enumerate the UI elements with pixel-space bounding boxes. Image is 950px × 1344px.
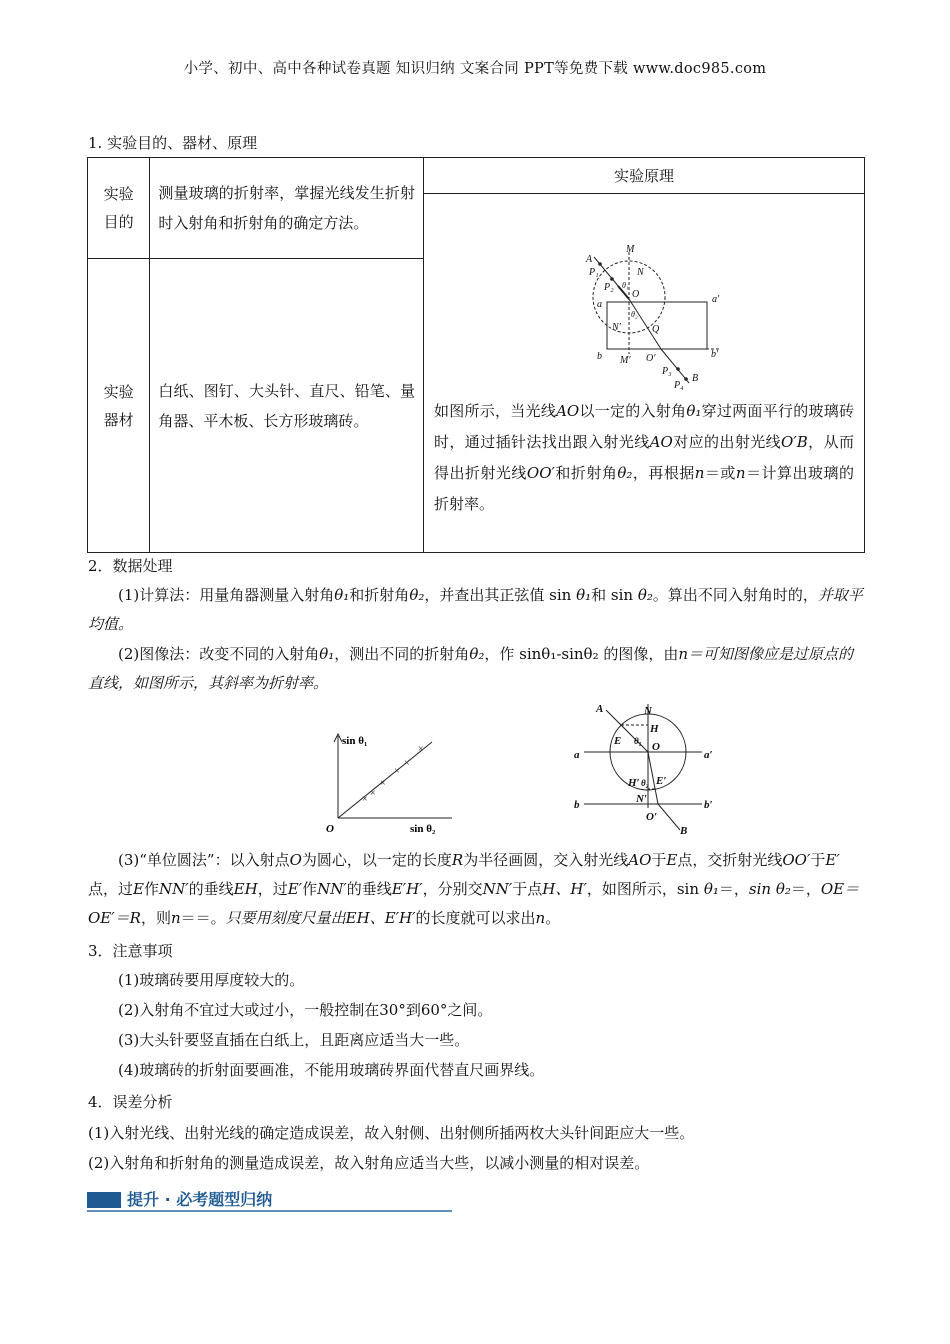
section2-title: 2．数据处理 — [88, 557, 173, 575]
fig1-label: b — [597, 351, 602, 362]
fig3-label: b — [574, 799, 580, 811]
svg-text:×: × — [404, 758, 410, 769]
x-axis-label: sin θ₂ — [410, 823, 436, 835]
fig1-label: N — [637, 267, 644, 278]
note-item: (1)玻璃砖要用厚度较大的。 — [118, 971, 305, 989]
note-item: (4)玻璃砖的折射面要画准，不能用玻璃砖界面代替直尺画界线。 — [118, 1061, 545, 1079]
svg-text:×: × — [380, 778, 386, 789]
svg-text:×: × — [418, 744, 424, 755]
fig3-label: a′ — [704, 749, 713, 761]
fig3-label: N — [644, 705, 652, 717]
principle-cell — [424, 194, 865, 553]
glass-brick-diagram — [434, 202, 854, 392]
fig3-label: E — [614, 735, 622, 747]
unit-circle-paragraph: (3)“单位圆法”：以入射点O为圆心，以一定的长度R为半径画圆，交入射光线AO于E点，交折射光线OO′于E′点，过E作NN′的垂线EH，过E′作NN′的垂线E′H′，分别交NN′于点H、H′，如图所示，sin θ₁＝，sin θ₂＝，OE＝OE′＝R，则n＝＝。只要用刻度尺量出EH、E′H′的长度就可以求出n。 — [88, 851, 860, 927]
fig3-label: H — [650, 723, 659, 735]
y-axis-label: sin θ₁ — [342, 735, 368, 747]
banner-title: 提升 · 必考题型归纳 — [127, 1190, 273, 1209]
fig3-label: A — [596, 703, 604, 715]
fig1-label: B — [692, 373, 699, 384]
fig1-label: M′ — [620, 355, 631, 366]
fig3-label: θ₂ — [641, 778, 649, 788]
section4-title: 4．误差分析 — [88, 1093, 173, 1111]
equipment-label: 实验器材 — [88, 259, 150, 553]
section-banner — [87, 1186, 452, 1214]
purpose-text: 测量玻璃的折射率，掌握光线发生折射时入射角和折射角的确定方法。 — [150, 158, 424, 259]
fig3-label: a — [574, 749, 580, 761]
banner-block — [87, 1192, 121, 1208]
error-item: (1)入射光线、出射光线的确定造成误差，故入射侧、出射侧所插两枚大头针间距应大一些。 — [88, 1124, 695, 1142]
equipment-text: 白纸、图钉、大头针、直尺、铅笔、量角器、平木板、长方形玻璃砖。 — [150, 259, 424, 553]
experiment-table — [87, 157, 865, 553]
fig3-label: θ₁ — [634, 736, 642, 746]
fig3-label: E′ — [656, 775, 667, 787]
section1-title: 1. 实验目的、器材、原理 — [88, 134, 258, 152]
fig1-label: P₃ — [662, 366, 672, 377]
svg-text:×: × — [362, 794, 368, 805]
fig3-label: H′ — [628, 777, 640, 789]
section3-title: 3．注意事项 — [88, 942, 173, 960]
error-item: (2)入射角和折射角的测量造成误差，故入射角应适当大些，以减小测量的相对误差。 — [88, 1154, 650, 1172]
fig1-label: P₂ — [604, 282, 614, 293]
unit-circle-diagram — [570, 698, 720, 838]
note-item: (3)大头针要竖直插在白纸上，且距离应适当大一些。 — [118, 1031, 470, 1049]
ray-OB — [658, 804, 680, 830]
sin-graph — [320, 728, 460, 840]
fig1-label: θ₂ — [631, 310, 638, 319]
fig1-label: O′ — [646, 353, 656, 364]
fig1-label: M — [626, 244, 635, 255]
fig3-label: B — [680, 825, 688, 837]
svg-text:×: × — [394, 766, 400, 777]
fig1-label: O — [632, 289, 640, 300]
note-item: (2)入射角不宜过大或过小，一般控制在30°到60°之间。 — [118, 1001, 493, 1019]
fig3-label: N′ — [636, 793, 648, 805]
graph-method-paragraph: (2)图像法：改变不同的入射角θ₁，测出不同的折射角θ₂，作 sinθ₁-sinθ₂ 的图像，由n＝可知图像应是过原点的直线，如图所示，其斜率为折射率。 — [88, 645, 854, 692]
fig1-label: θ₁ — [622, 281, 629, 290]
data-points — [362, 744, 424, 805]
page-header: 小学、初中、高中各种试卷真题 知识归纳 文案合同 PPT等免费下载 www.doc985.com — [183, 61, 767, 77]
principle-text: 如图所示，当光线AO以一定的入射角θ₁穿过两面平行的玻璃砖时，通过插针法找出跟入射光线AO对应的出射光线O′B，从而得出折射光线OO′和折射角θ₂，再根据n＝或n＝计算出玻璃的折射率。 — [434, 402, 854, 513]
purpose-label: 实验目的 — [88, 158, 150, 259]
fig1-label: a′ — [712, 294, 720, 305]
fig1-label: P₁ — [589, 267, 599, 278]
calc-method-paragraph: (1)计算法：用量角器测量入射角θ₁和折射角θ₂，并查出其正弦值 sin θ₁和 sin θ₂。算出不同入射角时的，并取平均值。 — [88, 586, 863, 633]
fig1-label: P₄ — [674, 380, 684, 391]
origin-label: O — [326, 823, 334, 835]
fig1-label: A — [586, 254, 593, 265]
fig1-label: N′ — [612, 322, 621, 333]
fig3-label: O — [652, 741, 660, 753]
fig1-label: a — [597, 299, 602, 310]
fig1-label: b′ — [711, 349, 719, 360]
fig3-label: O′ — [646, 811, 658, 823]
fig3-label: b′ — [704, 799, 713, 811]
principle-header: 实验原理 — [424, 158, 865, 194]
fig1-label: Q — [652, 324, 660, 335]
svg-text:×: × — [370, 788, 376, 799]
